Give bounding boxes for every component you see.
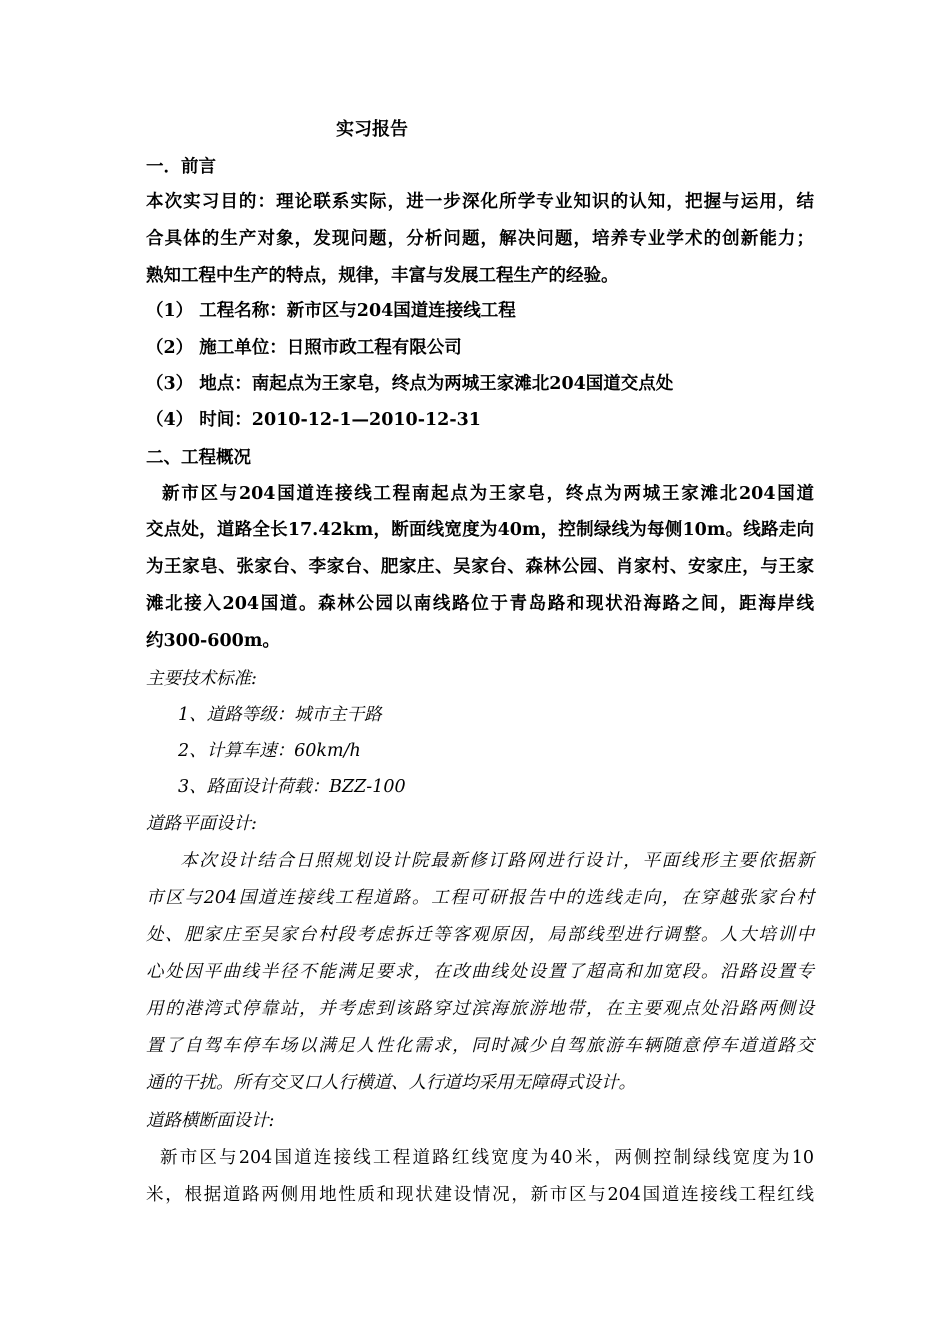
overview-line-3: 为王家皂、张家台、李家台、肥家庄、吴家台、森林公园、肖家村、安家庄，与王家 — [146, 557, 814, 577]
document-title: 实习报告 — [336, 119, 408, 140]
tech-item-design-speed: 2、计算车速：60km/h — [178, 741, 361, 761]
cross-section-heading: 道路横断面设计: — [146, 1111, 275, 1131]
plan-line-5: 用的港湾式停靠站，并考虑到该路穿过滨海旅游地带，在主要观点处沿路两侧设 — [146, 999, 814, 1019]
purpose-line-2: 合具体的生产对象，发现问题，分析问题，解决问题，培养专业学术的创新能力； — [146, 229, 814, 249]
cross-line-2: 米，根据道路两侧用地性质和现状建设情况，新市区与204国道连接线工程红线 — [146, 1185, 814, 1205]
purpose-line-1: 本次实习目的：理论联系实际，进一步深化所学专业知识的认知，把握与运用，结 — [146, 192, 814, 212]
section-heading-preface: 一．前言 — [146, 157, 216, 177]
overview-line-4: 滩北接入204国道。森林公园以南线路位于青岛路和现状沿海路之间，距海岸线 — [146, 594, 814, 614]
project-item-time: （4） 时间：2010-12-1—2010-12-31 — [146, 410, 481, 430]
overview-line-1: 新市区与204国道连接线工程南起点为王家皂，终点为两城王家滩北204国道 — [162, 484, 814, 504]
plan-line-2: 市区与204国道连接线工程道路。工程可研报告中的选线走向，在穿越张家台村 — [146, 888, 814, 908]
overview-line-2: 交点处，道路全长17.42km，断面线宽度为40m，控制绿线为每侧10m。线路走向 — [146, 520, 814, 540]
overview-line-5: 约300-600m。 — [146, 631, 280, 651]
purpose-line-3: 熟知工程中生产的特点，规律，丰富与发展工程生产的经验。 — [146, 266, 619, 286]
plan-line-1: 本次设计结合日照规划设计院最新修订路网进行设计，平面线形主要依据新 — [180, 851, 814, 871]
tech-item-pavement-load: 3、路面设计荷载：BZZ-100 — [178, 777, 406, 797]
plan-line-3: 处、肥家庄至吴家台村段考虑拆迁等客观原因，局部线型进行调整。人大培训中 — [146, 925, 814, 945]
project-item-name: （1） 工程名称：新市区与204国道连接线工程 — [146, 301, 516, 321]
plan-line-6: 置了自驾车停车场以满足人性化需求，同时减少自驾旅游车辆随意停车道道路交 — [146, 1036, 814, 1056]
plan-design-heading: 道路平面设计: — [146, 814, 257, 834]
tech-item-road-grade: 1、道路等级：城市主干路 — [178, 705, 382, 725]
plan-line-7: 通的干扰。所有交叉口人行横道、人行道均采用无障碍式设计。 — [146, 1073, 636, 1093]
project-item-contractor: （2） 施工单位：日照市政工程有限公司 — [146, 338, 462, 358]
plan-line-4: 心处因平曲线半径不能满足要求，在改曲线处设置了超高和加宽段。沿路设置专 — [146, 962, 814, 982]
cross-line-1: 新市区与204国道连接线工程道路红线宽度为40米，两侧控制绿线宽度为10 — [160, 1148, 814, 1168]
tech-standards-heading: 主要技术标准: — [146, 669, 257, 689]
section-heading-overview: 二、工程概况 — [146, 448, 251, 468]
project-item-location: （3） 地点：南起点为王家皂，终点为两城王家滩北204国道交点处 — [146, 374, 674, 394]
